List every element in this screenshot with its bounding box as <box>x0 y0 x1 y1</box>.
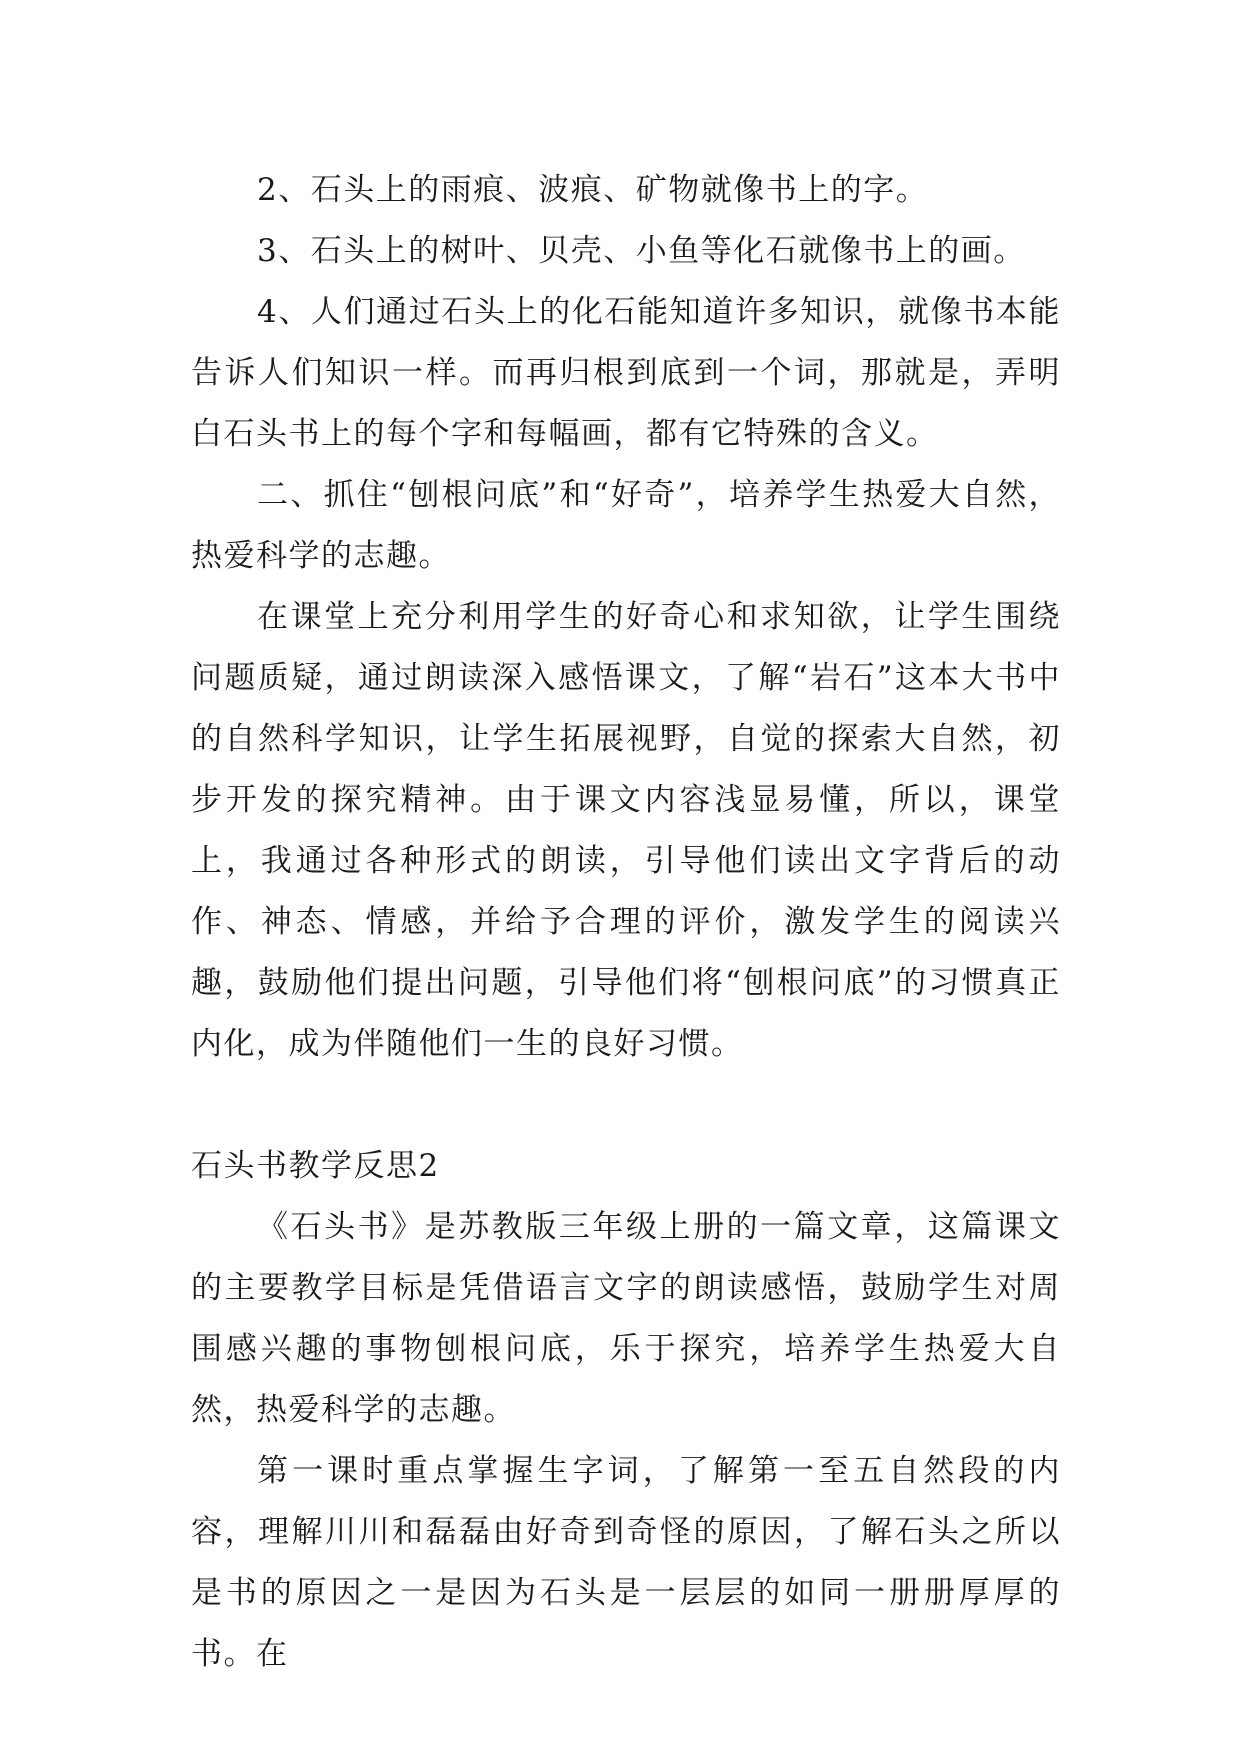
paragraph-item-2: 2、石头上的雨痕、波痕、矿物就像书上的字。 <box>257 172 929 208</box>
paragraph-item-4: 4、人们通过石头上的化石能知道许多知识，就像书本能告诉人们知识一样。而再归根到底到一个词，那就是，弄明白石头书上的每个字和每幅画，都有它特殊的含义。 <box>191 294 1061 452</box>
paragraph-item-3: 3、石头上的树叶、贝壳、小鱼等化石就像书上的画。 <box>257 233 1026 269</box>
paragraph-first-lesson: 第一课时重点掌握生字词，了解第一至五自然段的内容，理解川川和磊磊由好奇到奇怪的原因，了解石头之所以是书的原因之一是因为石头是一层层的如同一册册厚厚的书。在 <box>191 1453 1061 1672</box>
document-body <box>191 160 1061 1685</box>
paragraph-classroom: 在课堂上充分利用学生的好奇心和求知欲，让学生围绕问题质疑，通过朗读深入感悟课文，了解“岩石”这本大书中的自然科学知识，让学生拓展视野，自觉的探索大自然，初步开发的探究精神。由于课文内容浅显易懂，所以，课堂上，我通过各种形式的朗读，引导他们读出文字背后的动作、神态、情感，并给予合理的评价，激发学生的阅读兴趣，鼓励他们提出问题，引导他们将“刨根问底”的习惯真正内化，成为伴随他们一生的良好习惯。 <box>191 599 1061 1062</box>
paragraph-point-two: 二、抓住“刨根问底”和“好奇”，培养学生热爱大自然，热爱科学的志趣。 <box>191 477 1061 574</box>
paragraph-intro: 《石头书》是苏教版三年级上册的一篇文章，这篇课文的主要教学目标是凭借语言文字的朗读感悟，鼓励学生对周围感兴趣的事物刨根问底，乐于探究，培养学生热爱大自然，热爱科学的志趣。 <box>191 1209 1061 1428</box>
section-title: 石头书教学反思2 <box>191 1148 440 1184</box>
